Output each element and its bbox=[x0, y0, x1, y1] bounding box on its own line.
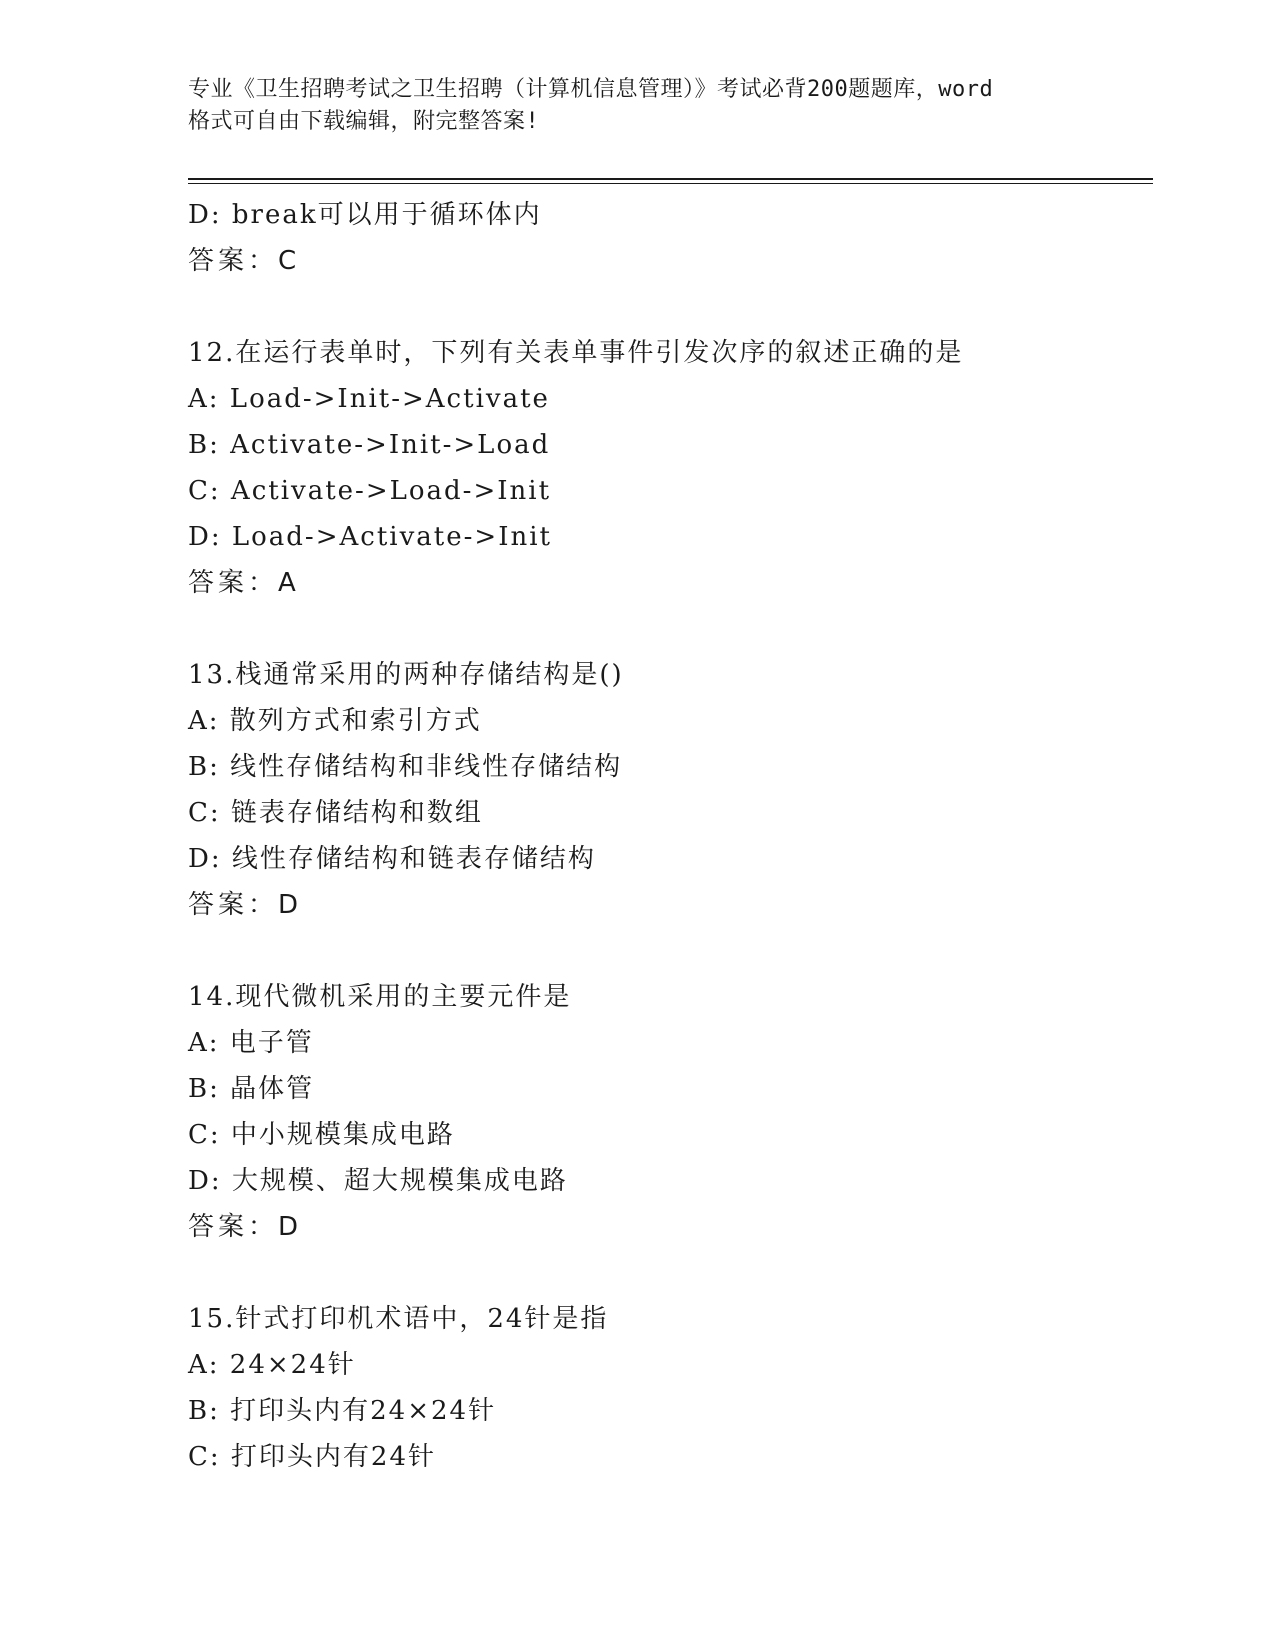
option-d: D: break可以用于循环体内 bbox=[188, 200, 542, 230]
answer-label: 答案： bbox=[188, 890, 279, 920]
question-11-tail bbox=[188, 192, 1148, 284]
answer-value: C bbox=[278, 246, 298, 276]
header-title-line-1: 专业《卫生招聘考试之卫生招聘（计算机信息管理）》考试必背200题题库，word bbox=[188, 77, 994, 102]
answer-label: 答案： bbox=[188, 246, 279, 276]
spacer bbox=[188, 284, 1148, 330]
answer-value: A bbox=[278, 568, 297, 598]
answer-line bbox=[188, 238, 1148, 284]
answer-value: D bbox=[278, 890, 300, 920]
question-15 bbox=[188, 1296, 1148, 1480]
option-b: B: 晶体管 bbox=[188, 1074, 315, 1104]
option-d: D: 大规模、超大规模集成电路 bbox=[188, 1166, 568, 1196]
option-b: B: Activate->Init->Load bbox=[188, 430, 551, 460]
answer-line bbox=[188, 560, 1148, 606]
spacer bbox=[188, 606, 1148, 652]
option-c: C: 打印头内有24针 bbox=[188, 1442, 437, 1472]
option-d: D: Load->Activate->Init bbox=[188, 522, 552, 552]
question-stem: 15.针式打印机术语中，24针是指 bbox=[188, 1304, 609, 1334]
option-a: A: 电子管 bbox=[188, 1028, 314, 1058]
answer-label: 答案： bbox=[188, 1212, 279, 1242]
answer-label: 答案： bbox=[188, 568, 279, 598]
answer-line bbox=[188, 1204, 1148, 1250]
question-13 bbox=[188, 652, 1148, 928]
spacer bbox=[188, 928, 1148, 974]
option-a: A: Load->Init->Activate bbox=[188, 384, 550, 414]
option-b: B: 打印头内有24×24针 bbox=[188, 1396, 497, 1426]
option-c: C: Activate->Load->Init bbox=[188, 476, 552, 506]
question-stem: 14.现代微机采用的主要元件是 bbox=[188, 982, 572, 1012]
question-stem: 12.在运行表单时，下列有关表单事件引发次序的叙述正确的是 bbox=[188, 338, 964, 368]
spacer bbox=[188, 1250, 1148, 1296]
header-divider-thin bbox=[188, 183, 1153, 184]
answer-line bbox=[188, 882, 1148, 928]
document-body bbox=[188, 192, 1148, 1480]
option-c: C: 中小规模集成电路 bbox=[188, 1120, 455, 1150]
question-12 bbox=[188, 330, 1148, 606]
option-d: D: 线性存储结构和链表存储结构 bbox=[188, 844, 596, 874]
option-a: A: 24×24针 bbox=[188, 1350, 356, 1380]
option-c: C: 链表存储结构和数组 bbox=[188, 798, 483, 828]
question-stem: 13.栈通常采用的两种存储结构是() bbox=[188, 660, 624, 690]
question-14 bbox=[188, 974, 1148, 1250]
answer-value: D bbox=[278, 1212, 300, 1242]
header-divider-thick bbox=[188, 178, 1153, 180]
document-header bbox=[188, 74, 1088, 138]
header-title-line-2: 格式可自由下载编辑，附完整答案! bbox=[188, 109, 540, 134]
option-a: A: 散列方式和索引方式 bbox=[188, 706, 482, 736]
option-b: B: 线性存储结构和非线性存储结构 bbox=[188, 752, 623, 782]
